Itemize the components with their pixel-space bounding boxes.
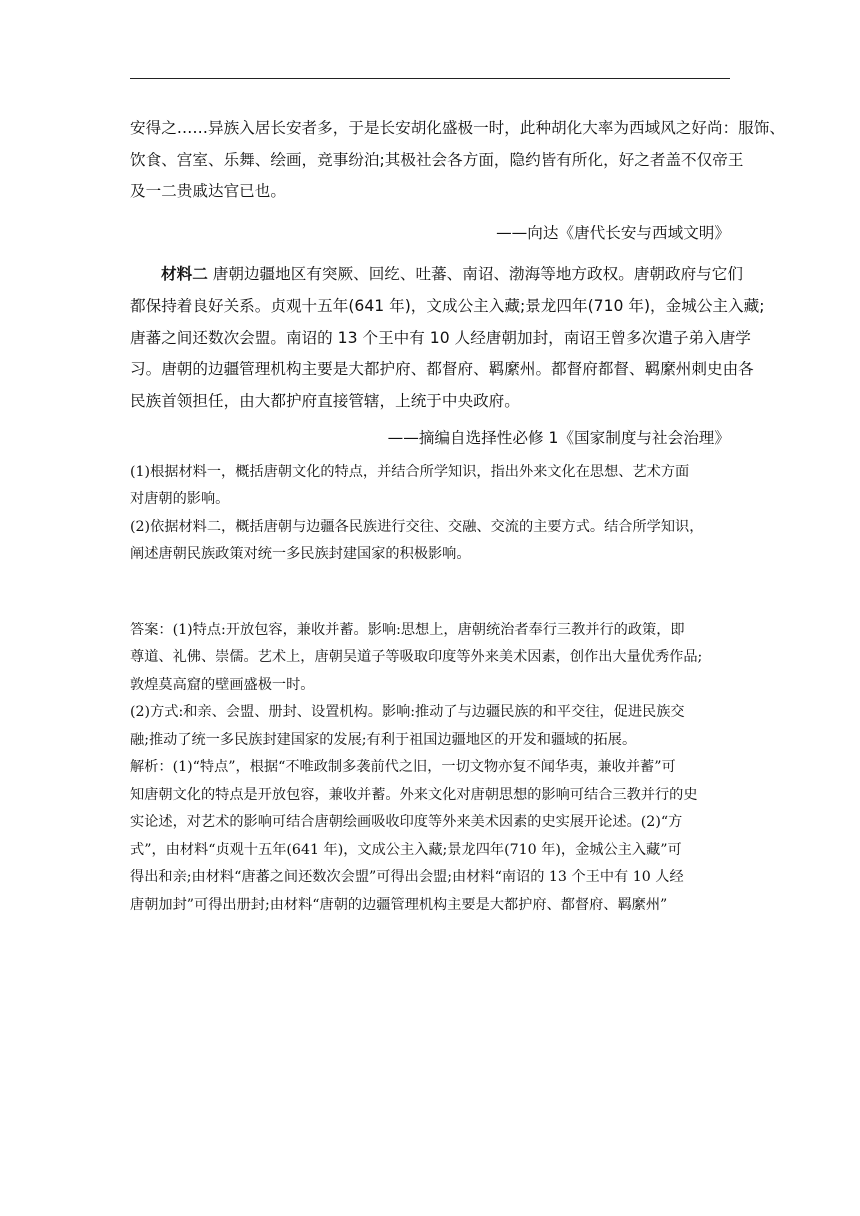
analysis-line: 得出和亲;由材料“唐蕃之间还数次会盟”可得出会盟;由材料“南诏的 13 个王中有 10 人经 — [130, 869, 684, 886]
material2-source: ——摘编自选择性必修 1《国家制度与社会治理》 — [387, 429, 730, 448]
material2-line: 习。唐朝的边疆管理机构主要是大都护府、都督府、羁縻州。都督府都督、羁縻州刺史由各 — [130, 360, 754, 379]
answer-2 — [130, 699, 730, 754]
analysis-line: 实论述，对艺术的影响可结合唐朝绘画吸收印度等外来美术因素的史实展开论述。(2)“方 — [130, 814, 683, 831]
question-line: (1)根据材料一，概括唐朝文化的特点，并结合所学知识，指出外来文化在思想、艺术方面 — [130, 463, 690, 480]
header-rule — [130, 78, 730, 79]
content — [130, 113, 785, 919]
material2-line: 唐朝边疆地区有突厥、回纥、吐蕃、南诏、渤海等地方政权。唐朝政府与它们 — [212, 265, 743, 284]
material1-excerpt — [130, 113, 785, 208]
question-2 — [130, 514, 730, 569]
analysis-line: 唐朝加封”可得出册封;由材料“唐朝的边疆管理机构主要是大都护府、都督府、羁縻州” — [130, 896, 668, 913]
question-1 — [130, 459, 730, 514]
analysis-line: 式”，由材料“贞观十五年(641 年)，文成公主入藏;景龙四年(710 年)，金城公主入藏”可 — [130, 841, 682, 858]
material2-first-line — [130, 259, 743, 291]
answer-line: (2)方式:和亲、会盟、册封、设置机构。影响:推动了与边疆民族的和平交往，促进民族交 — [130, 704, 685, 721]
answer-line: 融;推动了统一多民族封建国家的发展;有利于祖国边疆地区的开发和疆域的拓展。 — [130, 731, 637, 748]
question-line: 阐述唐朝民族政策对统一多民族封建国家的积极影响。 — [130, 546, 471, 563]
question-line: (2)依据材料二，概括唐朝与边疆各民族进行交往、交融、交流的主要方式。结合所学知识， — [130, 518, 704, 535]
answer-line: 答案：(1)特点:开放包容，兼收并蓄。影响:思想上，唐朝统治者奉行三教并行的政策，即 — [130, 621, 685, 638]
material1-line: 安得之……异族入居长安者多，于是长安胡化盛极一时，此种胡化大率为西域风之好尚：服饰、 — [130, 119, 785, 137]
analysis-line: 知唐朝文化的特点是开放包容，兼收并蓄。外来文化对唐朝思想的影响可结合三教并行的史 — [130, 786, 698, 803]
answer-line: 敦煌莫高窟的壁画盛极一时。 — [130, 676, 315, 693]
analysis — [130, 754, 730, 919]
analysis-line: 解析：(1)“特点”，根据“不唯政制多袭前代之旧，一切文物亦复不闻华夷，兼收并蓄”可 — [130, 759, 676, 776]
material1-line: 饮食、宫室、乐舞、绘画，竞事纷泊;其极社会各方面，隐约皆有所化，好之者盖不仅帝王 — [130, 150, 744, 169]
answer-1 — [130, 617, 730, 700]
material2-line: 都保持着良好关系。贞观十五年(641 年)，文成公主入藏;景龙四年(710 年)，金城公主入藏; — [130, 296, 765, 315]
material1-line: 及一二贵戚达官已也。 — [130, 182, 286, 201]
material1-source: ——向达《唐代长安与西域文明》 — [496, 223, 730, 242]
material2-label: 材料二 — [161, 265, 208, 284]
answer-line: 尊道、礼佛、崇儒。艺术上，唐朝吴道子等吸取印度等外来美术因素，创作出大量优秀作品; — [130, 649, 703, 666]
material2-line: 民族首领担任，由大都护府直接管辖，上统于中央政府。 — [130, 391, 520, 410]
question-line: 对唐朝的影响。 — [130, 491, 230, 508]
material2-paragraph — [130, 259, 765, 417]
material2-line: 唐蕃之间还数次会盟。南诏的 13 个王中有 10 人经唐朝加封，南诏王曾多次遣子弟入唐学 — [130, 328, 751, 347]
